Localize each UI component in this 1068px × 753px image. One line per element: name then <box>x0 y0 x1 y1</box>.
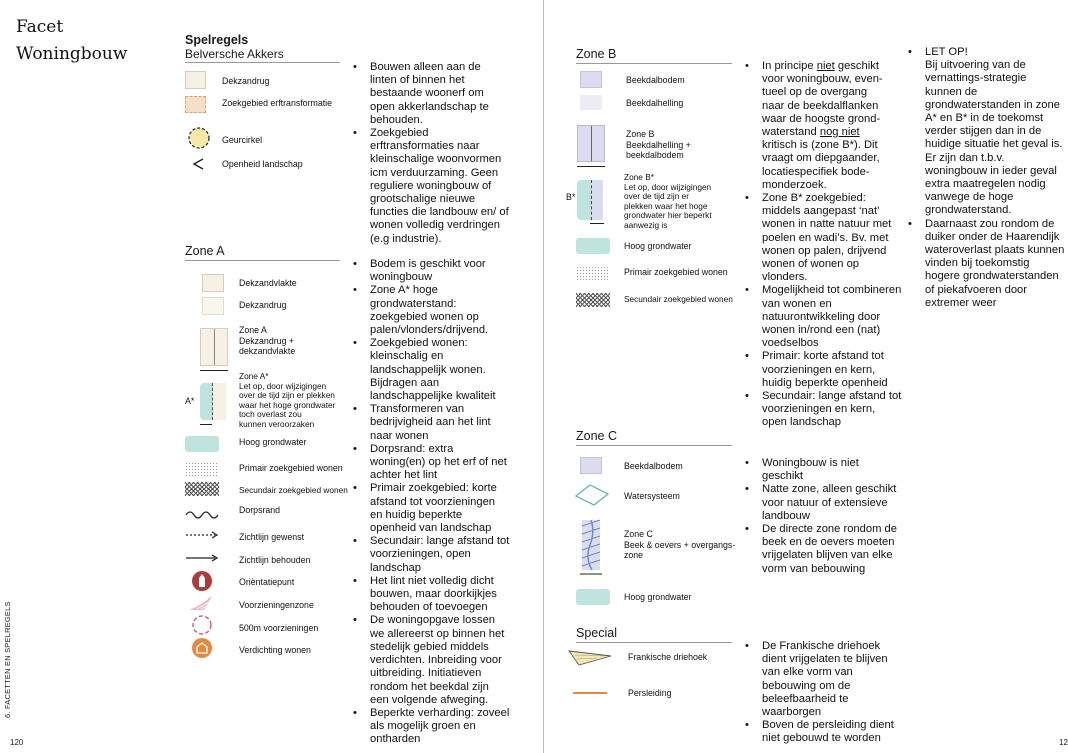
zone-b-title: Zone B <box>576 47 617 61</box>
divider <box>185 260 340 261</box>
spelregels-subtitle: Belversche Akkers <box>185 47 284 61</box>
legend-label: Voorzieningenzone <box>239 600 314 610</box>
erftransformatie-swatch <box>185 96 206 113</box>
dekzandrug-swatch <box>185 71 206 89</box>
zone-a-title: Zone A <box>185 244 225 258</box>
zone-astar-swatch <box>200 383 226 420</box>
primair-swatch <box>576 266 610 280</box>
bullet: • Bouwen alleen aan de linten of binnen het bestaande woonerf om open akkerlandschap te behouden. <box>370 61 510 127</box>
bullet-b1: • In principe niet geschikt voor woningbouw, even- tueel op de overgang naar de beekdalflanken waar de hoogste grond- waterstand nog niet kritisch is (zone B*). Dit vraagt om diepgaander, locatiespecifiek bode- monderzoek. <box>762 60 902 192</box>
bullet: • Zoekgebied erftransformaties naar kleinschalige woonvormen icm verduurzaming. Geen reguliere woningbouw of grootschalige nieuwe functies die landbouw en/ of wonen volledig verdringen (e.g industrie). <box>370 127 510 246</box>
bullet: • Mogelijkheid tot combineren van wonen en natuurontwikkeling door wonen in/rond een (nat) voedselbos <box>762 284 902 350</box>
scale-line <box>200 370 228 371</box>
legend-label: Persleiding <box>628 688 672 698</box>
beekdalbodem-swatch <box>580 71 602 88</box>
bullet: • Daarnaast zou rondom de duiker onder de Haarendijk wateroverlast plaats kunnen vinden bij toekomstig hogere grondwaterstanden of piekafvoeren door extremer weer <box>925 218 1065 310</box>
legend-label: Frankische driehoek <box>628 652 708 662</box>
zone-astar-legend: Zone A* Let op, door wijzigingen over de tijd zijn er plekken waar het hoge grondwater toch overlast zou kunnen veroorzaken <box>239 371 336 429</box>
voorzieningen-500m-icon <box>191 614 213 636</box>
legend-label: Primair zoekgebied wonen <box>624 267 728 277</box>
dekzandrug-swatch <box>202 297 224 315</box>
bullet: • Bodem is geschikt voor woningbouw <box>370 258 510 284</box>
scale-line <box>590 223 604 224</box>
legend-label: Zoekgebied erftransformatie <box>222 98 333 108</box>
legend-label: Beekdalbodem <box>626 75 685 85</box>
legend-label: Beekdalbodem <box>624 461 683 471</box>
legend-label: Geurcirkel <box>222 135 263 145</box>
spelregels-bullets <box>370 61 510 246</box>
legend-label: Openheid landschap <box>222 159 303 169</box>
orientatiepunt-icon <box>191 570 213 592</box>
bullet: • Primair zoekgebied: korte afstand tot voorzieningen en huidig beperkte openheid van landschap <box>370 482 510 535</box>
scale-line <box>577 166 605 167</box>
zichtlijn-behouden-icon <box>185 553 221 563</box>
bullet: • Zone B* zoekgebied: middels aangepast ‘nat’ wonen in natte natuur met poelen en wadi’s. Bv. met wonen op palen, drijvend wonen of wonen op vlonders. <box>762 192 902 284</box>
zone-a-bullets <box>370 258 510 747</box>
bullet: • Transformeren van bedrijvigheid aan het lint naar wonen <box>370 403 510 443</box>
letop-note: • LET OP! Bij uitvoering van de vernattings-strategie kunnen de grondwaterstanden in zone A* en B* in de toekomst verder stijgen dan in de huidige situatie het geval is. Er zijn dan t.b.v. woningbouw in ieder geval extra maatregelen nodig vanwege de hoge grondwaterstand. <box>925 46 1065 218</box>
zone-c-bullets <box>762 457 902 576</box>
bullet: • De woningopgave lossen we allereerst op binnen het stedelijk gebied middels verdichten. Inbreiding voor uitbreiding. Initiatieven rondom het beekdal zijn een volgende afweging. <box>370 614 510 706</box>
legend-label: Zichtlijn behouden <box>239 555 311 565</box>
zone-a-swatch <box>200 328 228 366</box>
legend-label: Primair zoekgebied wonen <box>239 463 343 473</box>
special-bullets <box>762 640 902 746</box>
bullet: • Beperkte verharding: zoveel als mogelijk groen en ontharden <box>370 707 510 747</box>
page-divider <box>543 0 544 753</box>
bullet: • De directe zone rondom de beek en de oevers moeten vrijgelaten blijven van elke vorm van bebouwing <box>762 523 902 576</box>
legend-label: Beekdalhelling <box>626 98 684 108</box>
bullet: • Secundair: lange afstand tot voorzieningen, open landschap <box>370 535 510 575</box>
legend-label: Dorpsrand <box>239 505 281 515</box>
page-number-right: 12 <box>1059 738 1068 747</box>
watersysteem-icon <box>574 482 612 508</box>
zone-b-legend: Zone B Beekdalhelling + beekdalbodem <box>626 129 691 160</box>
scale-line <box>200 424 212 425</box>
bullet: • Woningbouw is niet geschikt <box>762 457 902 483</box>
spelregels-title: Spelregels <box>185 33 249 47</box>
bullet: • De Frankische driehoek dient vrijgelaten te blijven van elke vorm van bebouwing om de beleefbaarheid te waarborgen <box>762 640 902 719</box>
openheid-icon <box>192 157 206 171</box>
divider <box>576 63 732 64</box>
dorpsrand-icon <box>185 505 221 519</box>
zone-astar-mark: A* <box>185 396 195 406</box>
special-title: Special <box>576 626 617 640</box>
legend-label: Oriëntatiepunt <box>239 577 295 587</box>
letop-bullets <box>925 46 1065 310</box>
zone-c-swatch <box>580 518 604 578</box>
primair-swatch <box>185 462 219 476</box>
hoog-grondwater-swatch <box>576 238 610 254</box>
frankische-driehoek-icon <box>567 648 615 668</box>
zone-c-title: Zone C <box>576 429 617 443</box>
bullet: • Zoekgebied wonen: kleinschalig en landschappelijk wonen. Bijdragen aan landschappelijke kwaliteit <box>370 337 510 403</box>
bullet: • Dorpsrand: extra woning(en) op het erf of net achter het lint <box>370 443 510 483</box>
bullet: • Secundair: lange afstand tot voorzieningen en kern, open landschap <box>762 390 902 430</box>
bullet: • Natte zone, alleen geschikt voor natuur of extensieve landbouw <box>762 483 902 523</box>
hoog-grondwater-swatch <box>576 589 610 605</box>
legend-label: Zichtlijn gewenst <box>239 532 305 542</box>
divider <box>576 445 732 446</box>
bullet: • Zone A* hoge grondwaterstand: zoekgebied wonen op palen/vlonders/drijvend. <box>370 284 510 337</box>
zone-bstar-mark: B* <box>566 192 576 202</box>
legend-label: Dekzandrug <box>222 76 270 86</box>
zone-b-bullets <box>762 60 902 430</box>
bullet: • Het lint niet volledig dicht bouwen, maar doorkijkjes behouden of toevoegen <box>370 575 510 615</box>
hoog-grondwater-swatch <box>185 436 219 452</box>
legend-label: Hoog grondwater <box>239 437 307 447</box>
divider <box>576 642 732 643</box>
voorzieningenzone-icon <box>188 592 216 612</box>
secundair-swatch <box>576 293 610 307</box>
page-number-left: 120 <box>10 738 24 747</box>
geurcirkel-icon <box>185 126 213 150</box>
secundair-swatch <box>185 482 219 496</box>
legend-label: Dekzandrug <box>239 300 287 310</box>
beekdalbodem-swatch <box>580 457 602 474</box>
beekdalhelling-swatch <box>580 95 602 110</box>
legend-label: Verdichting wonen <box>239 645 311 655</box>
legend-label: Dekzandvlakte <box>239 278 297 288</box>
dekzandvlakte-swatch <box>202 274 224 292</box>
side-label: 6. FACETTEN EN SPELREGELS <box>3 601 12 718</box>
legend-label: Secundair zoekgebied wonen <box>239 485 348 495</box>
divider <box>185 62 340 63</box>
legend-label: Secundair zoekgebied wonen <box>624 294 733 304</box>
zone-bstar-legend: Zone B* Let op, door wijzigingen over de tijd zijn er plekken waar het hoge grondwater hier beperkt aanwezig is <box>624 172 712 230</box>
zone-c-legend: Zone C Beek & oevers + overgangs- zone <box>624 529 736 560</box>
persleiding-line <box>573 692 607 694</box>
legend-label: Hoog grondwater <box>624 592 692 602</box>
legend-label: 500m voorzieningen <box>239 623 319 633</box>
facet-title: Facet Woningbouw <box>16 17 128 64</box>
zichtlijn-gewenst-icon <box>185 530 221 540</box>
zone-b-swatch <box>577 125 605 162</box>
zone-a-legend: Zone A Dekzandrug + dekzandvlakte <box>239 325 296 356</box>
legend-label: Hoog grondwater <box>624 241 692 251</box>
bullet: • Boven de persleiding dient niet gebouwd te worden <box>762 719 902 745</box>
legend-label: Watersysteem <box>624 491 680 501</box>
bullet: • Primair: korte afstand tot voorzieningen en kern, huidig beperkte openheid <box>762 350 902 390</box>
verdichting-icon <box>191 637 213 659</box>
zone-bstar-swatch <box>577 180 603 220</box>
